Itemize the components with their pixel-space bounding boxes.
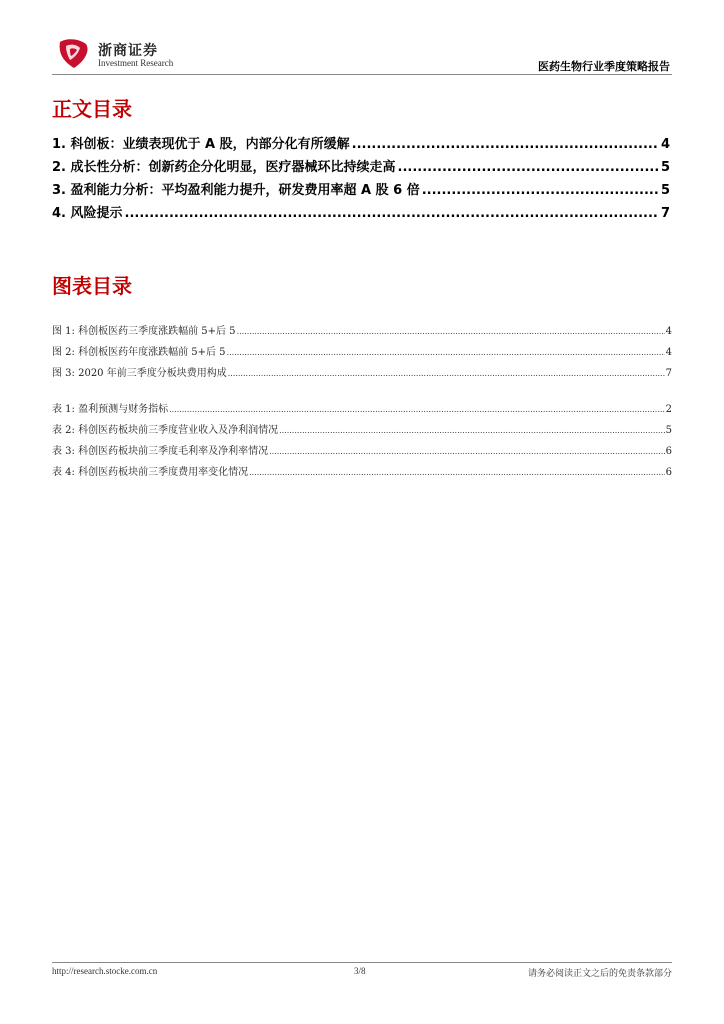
toc-item-label: 1. 科创板：业绩表现优于 A 股，内部分化有所缓解 — [52, 137, 350, 152]
leader-dots — [169, 405, 665, 414]
table-item[interactable] — [52, 463, 672, 484]
leader-dots — [228, 369, 665, 378]
toc-item-page: 7 — [660, 206, 670, 221]
figure-item-label: 图 2: 科创板医药年度涨跌幅前 5+后 5 — [52, 347, 226, 358]
page-header — [52, 36, 672, 78]
toc-list — [52, 133, 670, 225]
table-item[interactable] — [52, 400, 672, 421]
table-item-label: 表 3: 科创医药板块前三季度毛利率及净利率情况 — [52, 446, 269, 457]
figure-item-page: 4 — [665, 347, 672, 358]
figure-item-label: 图 1: 科创板医药三季度涨跌幅前 5+后 5 — [52, 326, 236, 337]
toc-item-label: 2. 成长性分析：创新药企分化明显，医疗器械环比持续走高 — [52, 160, 396, 175]
figure-item-page: 4 — [665, 326, 672, 337]
leader-dots — [237, 327, 665, 336]
leader-dots — [249, 468, 665, 477]
toc-item-label: 3. 盈利能力分析：平均盈利能力提升，研发费用率超 A 股 6 倍 — [52, 183, 420, 198]
table-item-page: 6 — [665, 446, 672, 457]
toc-item[interactable] — [52, 133, 670, 156]
header-divider — [52, 74, 672, 75]
table-item[interactable] — [52, 442, 672, 463]
figure-item[interactable] — [52, 364, 672, 385]
table-item[interactable] — [52, 421, 672, 442]
table-item-label: 表 2: 科创医药板块前三季度营业收入及净利润情况 — [52, 425, 279, 436]
footer-disclaimer: 请务必阅读正文之后的免责条款部分 — [527, 969, 672, 979]
leader-dots — [398, 160, 659, 175]
figure-item[interactable] — [52, 343, 672, 364]
report-title: 医药生物行业季度策略报告 — [538, 60, 670, 73]
figure-item-label: 图 3: 2020 年前三季度分板块费用构成 — [52, 368, 227, 379]
figure-item-page: 7 — [665, 368, 672, 379]
table-item-page: 2 — [665, 404, 672, 415]
leader-dots — [352, 137, 659, 152]
leader-dots — [227, 348, 665, 357]
toc-item-page: 4 — [660, 137, 670, 152]
zheshang-logo-icon — [56, 38, 92, 70]
table-item-page: 6 — [665, 467, 672, 478]
leader-dots — [279, 426, 665, 435]
toc-title: 正文目录 — [52, 97, 132, 121]
leader-dots — [422, 183, 659, 198]
toc-item[interactable] — [52, 156, 670, 179]
toc-item[interactable] — [52, 202, 670, 225]
toc-item[interactable] — [52, 179, 670, 202]
lof-title: 图表目录 — [52, 274, 132, 298]
table-item-page: 5 — [665, 425, 672, 436]
footer-url[interactable]: http://research.stocke.com.cn — [52, 966, 158, 976]
table-item-label: 表 1: 盈利预测与财务指标 — [52, 404, 169, 415]
toc-item-label: 4. 风险提示 — [52, 206, 123, 221]
leader-dots — [269, 447, 665, 456]
footer-divider — [52, 962, 672, 963]
logo-company-name: 浙商证券 — [98, 43, 158, 59]
leader-dots — [125, 206, 659, 221]
toc-item-page: 5 — [660, 183, 670, 198]
table-item-label: 表 4: 科创医药板块前三季度费用率变化情况 — [52, 467, 249, 478]
footer-page-number: 3/8 — [354, 966, 366, 976]
figure-item[interactable] — [52, 322, 672, 343]
figure-list — [52, 322, 672, 385]
table-list — [52, 400, 672, 484]
toc-item-page: 5 — [660, 160, 670, 175]
logo-english-name: Investment Research — [98, 58, 174, 68]
